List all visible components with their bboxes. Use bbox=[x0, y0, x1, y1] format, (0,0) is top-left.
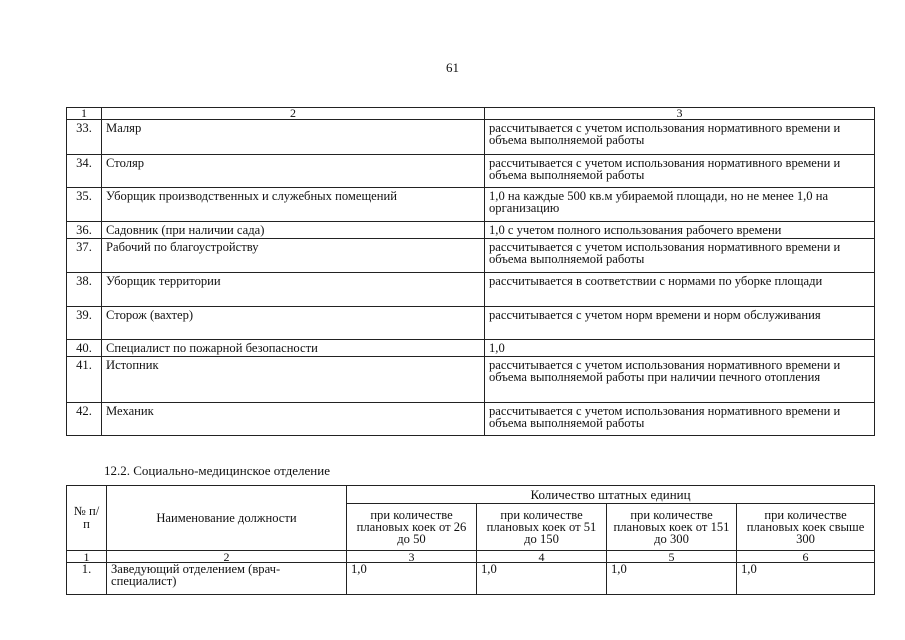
norm-text: рассчитывается в соответствии с нормами по уборке площади bbox=[485, 273, 875, 307]
position-name: Уборщик производственных и служебных помещений bbox=[102, 188, 485, 222]
norm-text: рассчитывается с учетом использования нормативного времени и объема выполняемой работы bbox=[485, 155, 875, 188]
staff-value: 1,0 bbox=[737, 563, 875, 595]
column-header-position: Наименование должности bbox=[107, 486, 347, 551]
position-name: Столяр bbox=[102, 155, 485, 188]
column-number-row bbox=[67, 108, 875, 120]
norm-text: рассчитывается с учетом норм времени и норм обслуживания bbox=[485, 307, 875, 340]
column-number: 4 bbox=[477, 551, 607, 563]
table-row bbox=[67, 340, 875, 357]
group-header: Количество штатных единиц bbox=[347, 486, 875, 504]
column-number: 2 bbox=[102, 108, 485, 120]
table-row bbox=[67, 120, 875, 155]
table-row bbox=[67, 155, 875, 188]
row-number: 35. bbox=[67, 188, 102, 222]
position-name: Истопник bbox=[102, 357, 485, 403]
column-number: 5 bbox=[607, 551, 737, 563]
column-number-row bbox=[67, 551, 875, 563]
table-row bbox=[67, 563, 875, 595]
table-row bbox=[67, 273, 875, 307]
page-number: 61 bbox=[446, 60, 459, 75]
staff-value: 1,0 bbox=[347, 563, 477, 595]
table-row bbox=[67, 307, 875, 340]
sub-header: при количестве плановых коек от 26 до 50 bbox=[347, 504, 477, 551]
position-name: Механик bbox=[102, 403, 485, 436]
row-number: 38. bbox=[67, 273, 102, 307]
row-number: 36. bbox=[67, 222, 102, 239]
column-number: 6 bbox=[737, 551, 875, 563]
position-name: Садовник (при наличии сада) bbox=[102, 222, 485, 239]
position-name: Заведующий отделением (врач-специалист) bbox=[107, 563, 347, 595]
row-number: 41. bbox=[67, 357, 102, 403]
staff-norms-table bbox=[66, 107, 875, 436]
table-row bbox=[67, 357, 875, 403]
position-name: Специалист по пожарной безопасности bbox=[102, 340, 485, 357]
position-name: Уборщик территории bbox=[102, 273, 485, 307]
column-number: 3 bbox=[485, 108, 875, 120]
norm-text: 1,0 bbox=[485, 340, 875, 357]
row-number: 1. bbox=[67, 563, 107, 595]
table-row bbox=[67, 403, 875, 436]
medical-department-table bbox=[66, 485, 875, 595]
norm-text: рассчитывается с учетом использования нормативного времени и объема выполняемой работы bbox=[485, 120, 875, 155]
column-number: 3 bbox=[347, 551, 477, 563]
norm-text: рассчитывается с учетом использования нормативного времени и объема выполняемой работы bbox=[485, 403, 875, 436]
row-number: 39. bbox=[67, 307, 102, 340]
row-number: 42. bbox=[67, 403, 102, 436]
row-number: 37. bbox=[67, 239, 102, 273]
sub-header: при количестве плановых коек от 51 до 150 bbox=[477, 504, 607, 551]
staff-value: 1,0 bbox=[477, 563, 607, 595]
column-number: 1 bbox=[67, 551, 107, 563]
column-header-number: № п/п bbox=[67, 486, 107, 551]
column-number: 2 bbox=[107, 551, 347, 563]
norm-text: 1,0 на каждые 500 кв.м убираемой площади, но не менее 1,0 на организацию bbox=[485, 188, 875, 222]
sub-header: при количестве плановых коек свыше 300 bbox=[737, 504, 875, 551]
norm-text: рассчитывается с учетом использования нормативного времени и объема выполняемой работы при наличии печного отопления bbox=[485, 357, 875, 403]
norm-text: рассчитывается с учетом использования нормативного времени и объема выполняемой работы bbox=[485, 239, 875, 273]
sub-header: при количестве плановых коек от 151 до 300 bbox=[607, 504, 737, 551]
table-row bbox=[67, 222, 875, 239]
row-number: 34. bbox=[67, 155, 102, 188]
table-row bbox=[67, 188, 875, 222]
section-heading: 12.2. Социально-медицинское отделение bbox=[104, 463, 330, 478]
staff-value: 1,0 bbox=[607, 563, 737, 595]
table-row bbox=[67, 239, 875, 273]
norm-text: 1,0 с учетом полного использования рабочего времени bbox=[485, 222, 875, 239]
position-name: Маляр bbox=[102, 120, 485, 155]
row-number: 33. bbox=[67, 120, 102, 155]
position-name: Сторож (вахтер) bbox=[102, 307, 485, 340]
column-number: 1 bbox=[67, 108, 102, 120]
row-number: 40. bbox=[67, 340, 102, 357]
position-name: Рабочий по благоустройству bbox=[102, 239, 485, 273]
